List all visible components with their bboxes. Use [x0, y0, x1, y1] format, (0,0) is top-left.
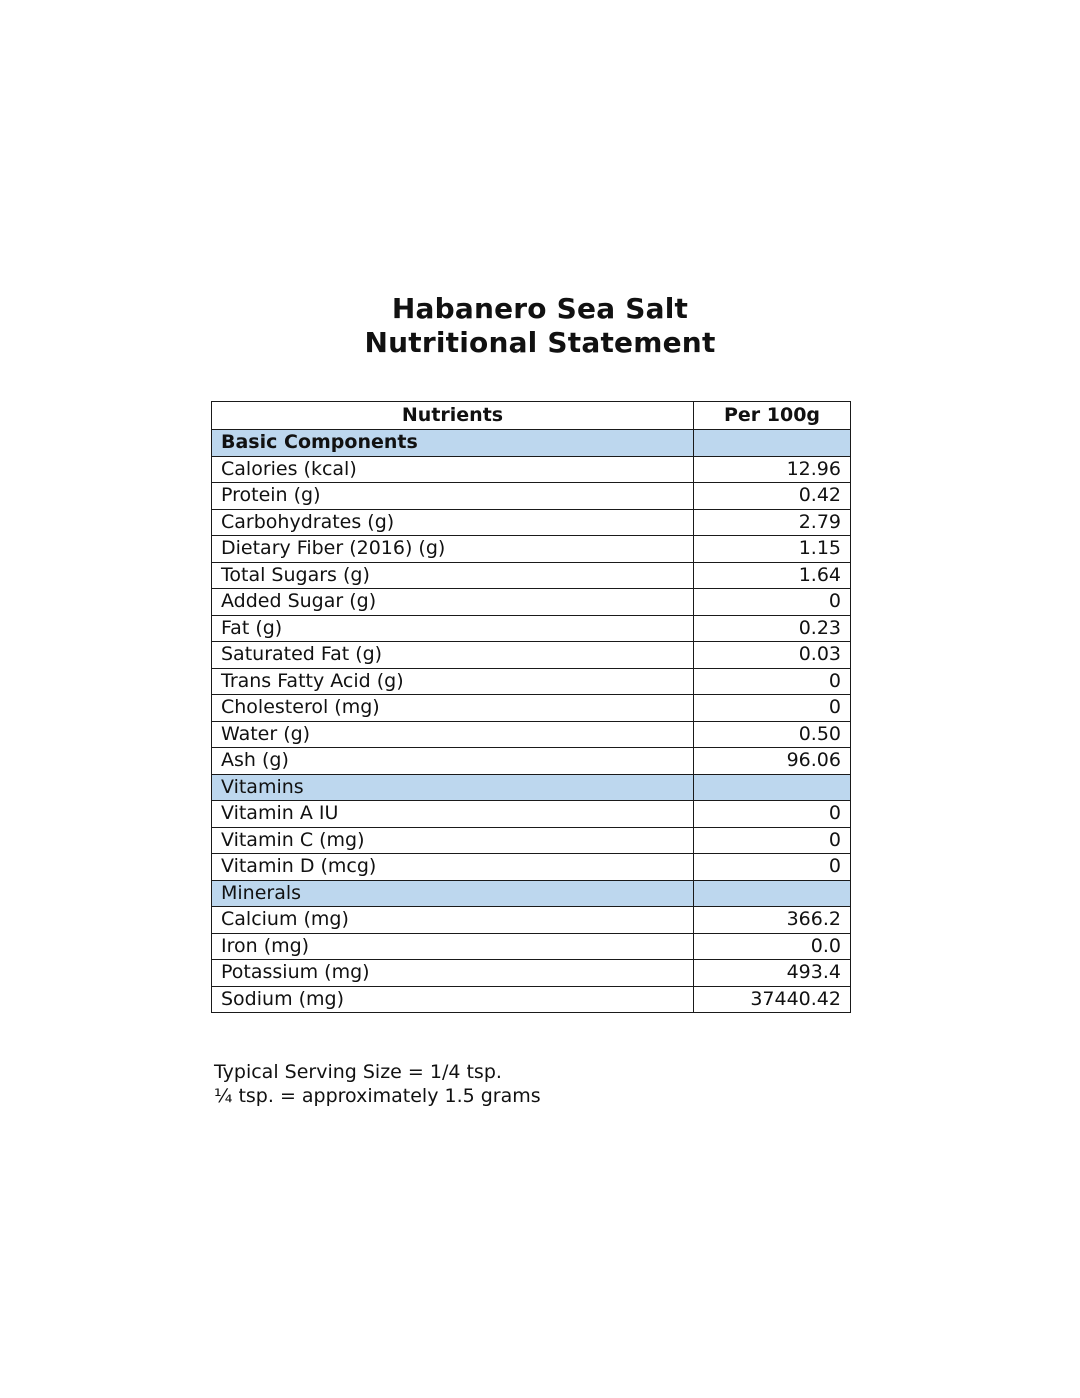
table-row — [212, 589, 851, 616]
nutrient-value: 0 — [694, 695, 851, 722]
table-row — [212, 960, 851, 987]
section-label: Basic Components — [212, 430, 694, 457]
nutrient-value: 0.50 — [694, 721, 851, 748]
table-row — [212, 483, 851, 510]
nutrient-value: 0.42 — [694, 483, 851, 510]
table-row — [212, 668, 851, 695]
nutrient-name: Protein (g) — [212, 483, 694, 510]
nutrient-name: Carbohydrates (g) — [212, 509, 694, 536]
serving-size-text: Typical Serving Size = 1/4 tsp. — [214, 1061, 502, 1083]
serving-size-footnote — [214, 1060, 541, 1108]
section-row-vitamins — [212, 774, 851, 801]
nutrient-value: 12.96 — [694, 456, 851, 483]
section-label: Minerals — [212, 880, 694, 907]
nutrient-value: 1.64 — [694, 562, 851, 589]
nutrient-name: Vitamin A IU — [212, 801, 694, 828]
nutrient-name: Calcium (mg) — [212, 907, 694, 934]
table-row — [212, 933, 851, 960]
nutrient-name: Calories (kcal) — [212, 456, 694, 483]
nutrient-value: 366.2 — [694, 907, 851, 934]
table-row — [212, 695, 851, 722]
section-row-minerals — [212, 880, 851, 907]
section-empty-cell — [694, 880, 851, 907]
serving-weight-text: ¼ tsp. = approximately 1.5 grams — [214, 1085, 541, 1107]
nutrient-value: 0.0 — [694, 933, 851, 960]
nutrient-value: 0.23 — [694, 615, 851, 642]
nutrient-name: Fat (g) — [212, 615, 694, 642]
table-header-row — [212, 402, 851, 430]
table-row — [212, 854, 851, 881]
nutrient-name: Water (g) — [212, 721, 694, 748]
nutrient-value: 0 — [694, 668, 851, 695]
nutrient-value: 0.03 — [694, 642, 851, 669]
nutrient-value: 1.15 — [694, 536, 851, 563]
nutrient-value: 0 — [694, 589, 851, 616]
nutrient-value: 96.06 — [694, 748, 851, 775]
nutrient-value: 493.4 — [694, 960, 851, 987]
table-row — [212, 748, 851, 775]
document-title — [0, 292, 1080, 360]
table-row — [212, 509, 851, 536]
table-row — [212, 562, 851, 589]
nutrient-name: Cholesterol (mg) — [212, 695, 694, 722]
nutrient-name: Iron (mg) — [212, 933, 694, 960]
nutrient-name: Saturated Fat (g) — [212, 642, 694, 669]
section-empty-cell — [694, 430, 851, 457]
title-product-name: Habanero Sea Salt — [391, 292, 689, 325]
nutrient-name: Dietary Fiber (2016) (g) — [212, 536, 694, 563]
nutrient-name: Ash (g) — [212, 748, 694, 775]
section-label: Vitamins — [212, 774, 694, 801]
section-empty-cell — [694, 774, 851, 801]
table-row — [212, 827, 851, 854]
nutrient-name: Trans Fatty Acid (g) — [212, 668, 694, 695]
nutrient-name: Vitamin C (mg) — [212, 827, 694, 854]
nutrient-name: Vitamin D (mcg) — [212, 854, 694, 881]
nutrient-value: 2.79 — [694, 509, 851, 536]
header-per-100g: Per 100g — [694, 402, 851, 430]
nutrient-value: 0 — [694, 827, 851, 854]
nutrient-value: 0 — [694, 801, 851, 828]
table-row — [212, 907, 851, 934]
nutrient-name: Potassium (mg) — [212, 960, 694, 987]
section-row-basic-components — [212, 430, 851, 457]
nutrition-table — [211, 401, 851, 1013]
table-row — [212, 642, 851, 669]
nutrient-name: Sodium (mg) — [212, 986, 694, 1013]
nutrient-name: Total Sugars (g) — [212, 562, 694, 589]
title-subtitle: Nutritional Statement — [364, 326, 716, 359]
table-row — [212, 986, 851, 1013]
table-row — [212, 615, 851, 642]
table-row — [212, 801, 851, 828]
nutrient-value: 37440.42 — [694, 986, 851, 1013]
table-row — [212, 536, 851, 563]
nutrient-name: Added Sugar (g) — [212, 589, 694, 616]
header-nutrients: Nutrients — [212, 402, 694, 430]
table-row — [212, 456, 851, 483]
nutrient-value: 0 — [694, 854, 851, 881]
table-row — [212, 721, 851, 748]
